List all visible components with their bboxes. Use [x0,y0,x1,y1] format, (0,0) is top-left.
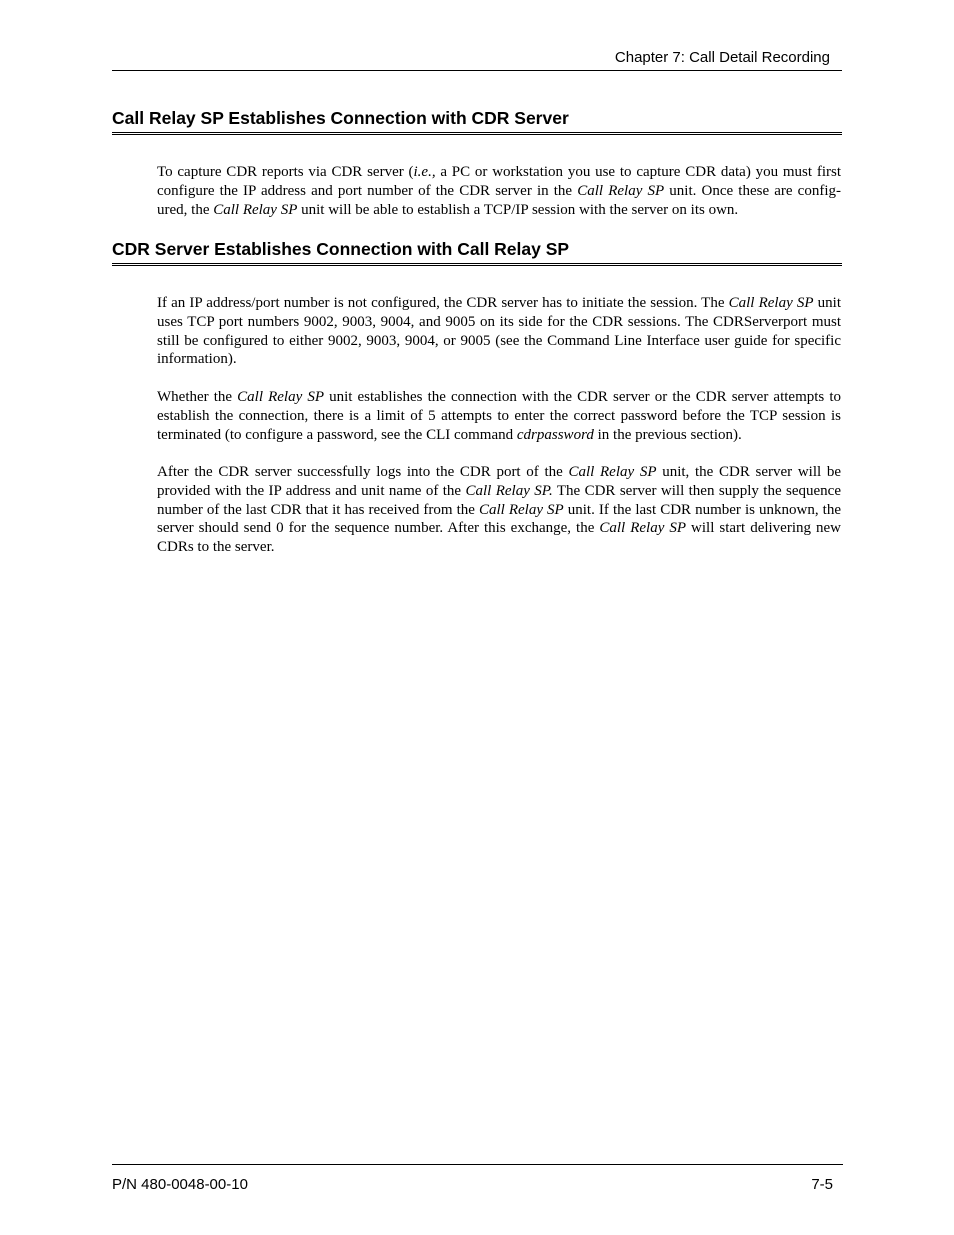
section-rule [112,132,842,135]
text-run: unit. If the last CDR number is unknown, the server should send 0 for the sequence number. After this exchange, the [157,501,841,537]
text-run: To capture CDR reports via CDR server ( [157,164,414,180]
text-run-italic: Call Relay SP [728,295,814,311]
text-run-italic: Call Relay SP. [465,482,553,499]
section-heading-call-relay-to-cdr: Call Relay SP Establishes Connection with CDR Server [112,108,569,128]
text-run: unit uses TCP port numbers 9002, 9003, 9004, and 9005 on its side for the CDR sessions. The CDRServerport must still be configured to either 9002, 9003, 9004, or 9005 (see the Command Line Interface user guide for specific information). [157,295,841,368]
paragraph [157,163,841,219]
text-run-italic: Call Relay SP [237,389,324,405]
text-run: in the previous section). [593,426,742,443]
text-run: unit. Once these are config-ured, the [157,182,841,218]
paragraph [157,294,841,369]
text-run: The CDR server will then supply the sequence number of the last CDR that it has received from the [157,482,841,518]
page-number: 7-5 [811,1176,833,1193]
part-number: P/N 480-0048-00-10 [112,1176,248,1193]
text-run: will start delivering new CDRs to the server. [157,520,841,556]
text-run-italic: Call Relay SP [599,520,687,537]
paragraph [157,463,841,557]
text-run: a PC or workstation you use to capture CDR data) you must first configure the IP address and port number of the CDR server in the [157,164,841,199]
text-run: After the CDR server successfully logs into the CDR port of the [157,464,569,480]
text-run: Whether the [157,389,238,405]
footer-rule [112,1164,843,1165]
text-run-italic: Call Relay SP [478,501,564,518]
text-run: If an IP address/port number is not configured, the CDR server has to initiate the session. The [157,295,729,311]
text-run: unit, the CDR server will be provided with the IP address and unit name of the [157,464,842,499]
text-run: unit establishes the connection with the CDR server or the CDR server attempts to establish the connection, there is a limit of 5 attempts to enter the correct password before the TCP session is terminated (to configure a password, see the CLI command [157,389,842,443]
text-run-italic: Call Relay SP [568,464,657,480]
section-rule [112,263,842,266]
chapter-title: Chapter 7: Call Detail Recording [614,49,830,66]
text-run-italic: cdrpassword [516,426,594,443]
text-run: unit will be able to establish a TCP/IP session with the server on its own. [297,201,739,218]
paragraph [157,388,841,444]
text-run-italic: i.e., [413,164,436,180]
text-run-italic: Call Relay SP [213,201,298,218]
text-run-italic: Call Relay SP [577,182,665,199]
running-header [112,48,842,71]
section-heading-cdr-to-call-relay: CDR Server Establishes Connection with Call Relay SP [112,239,570,259]
